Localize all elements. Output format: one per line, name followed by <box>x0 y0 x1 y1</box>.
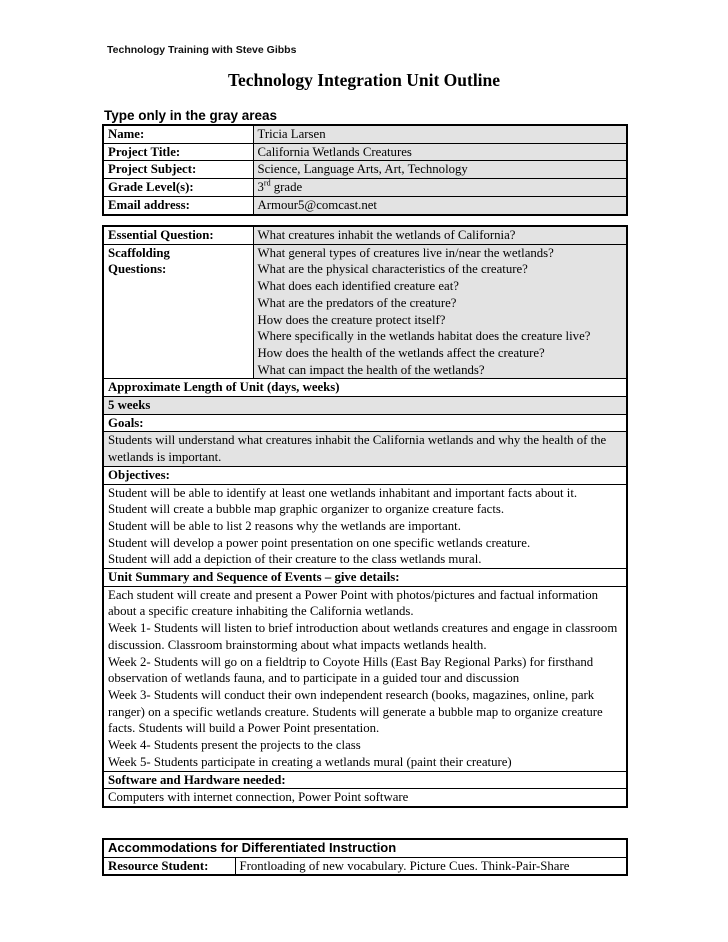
grade-number: 3 <box>257 180 264 195</box>
table-row <box>103 226 627 244</box>
table-row <box>103 857 627 875</box>
table-row <box>103 432 627 466</box>
page-title: Technology Integration Unit Outline <box>227 70 501 90</box>
unit-summary-label: Unit Summary and Sequence of Events – give details: <box>103 569 627 587</box>
table-row <box>103 569 627 587</box>
scaffolding-questions-field[interactable]: What general types of creatures live in/near the wetlands? What are the physical characteristics of the creature? What does each identified creature eat? What are the predators of the creature? How does the creature protect itself? Where specifically in the wetlands habitat does the creature live? How does the health of the wetlands affect the creature? What can impact the health of the wetlands? <box>253 244 627 379</box>
table-row <box>103 125 627 143</box>
objectives-label: Objectives: <box>103 466 627 484</box>
email-field[interactable]: Armour5@comcast.net <box>253 196 627 214</box>
resource-student-field[interactable]: Frontloading of new vocabulary. Picture Cues. Think-Pair-Share <box>235 857 627 875</box>
table-row <box>103 586 627 771</box>
project-title-field[interactable]: California Wetlands Creatures <box>253 143 627 161</box>
info-table <box>102 124 628 216</box>
unit-summary-field[interactable]: Each student will create and present a Power Point with photos/pictures and factual information about a specific creature inhabiting the California wetlands. Week 1- Students will listen to brief introduction about wetlands creatures and engage in classroom discussion. Classroom brainstorming about what impacts wetlands health. Week 2- Students will go on a fieldtrip to Coyote Hills (East Bay Regional Parks) for firsthand observation of wetlands fauna, and to participate in a guided tour and discussion Week 3- Students will conduct their own independent research (books, magazines, online, park ranger) on a specific wetlands creature. Students will generate a bubble map to organize creature facts. Students will build a Power Point presentation. Week 4- Students present the projects to the class Week 5- Students participate in creating a wetlands mural (paint their creature) <box>103 586 627 771</box>
software-hardware-field[interactable]: Computers with internet connection, Power Point software <box>103 789 627 807</box>
software-hardware-label: Software and Hardware needed: <box>103 771 627 789</box>
table-row <box>103 379 627 397</box>
unit-length-field[interactable]: 5 weeks <box>103 397 627 415</box>
grade-level-field[interactable] <box>253 179 627 197</box>
table-row <box>103 771 627 789</box>
grade-level-label: Grade Level(s): <box>103 179 253 197</box>
table-row <box>103 466 627 484</box>
outline-table <box>102 225 628 808</box>
running-head: Technology Training with Steve Gibbs <box>107 44 297 56</box>
email-label: Email address: <box>103 196 253 214</box>
goals-label: Goals: <box>103 414 627 432</box>
goals-field[interactable]: Students will understand what creatures inhabit the California wetlands and why the health of the wetlands is important. <box>103 432 627 466</box>
project-subject-label: Project Subject: <box>103 161 253 179</box>
table-row <box>103 484 627 569</box>
project-title-label: Project Title: <box>103 143 253 161</box>
table-row <box>103 196 627 214</box>
table-row <box>103 143 627 161</box>
name-label: Name: <box>103 125 253 143</box>
table-row <box>103 244 627 379</box>
accommodations-heading: Accommodations for Differentiated Instruction <box>103 839 627 857</box>
accommodations-table <box>102 838 628 876</box>
resource-student-label: Resource Student: <box>103 857 235 875</box>
unit-length-label: Approximate Length of Unit (days, weeks) <box>103 379 627 397</box>
grade-suffix: rd <box>263 178 271 188</box>
instructions: Type only in the gray areas <box>104 108 278 123</box>
name-field[interactable]: Tricia Larsen <box>253 125 627 143</box>
table-row <box>103 179 627 197</box>
essential-question-label: Essential Question: <box>103 226 253 244</box>
objectives-field[interactable]: Student will be able to identify at least one wetlands inhabitant and important facts about it. Student will create a bubble map graphic organizer to organize creature facts. Student will be able to list 2 reasons why the wetlands are important. Student will develop a power point presentation on one specific wetlands creature. Student will add a depiction of their creature to the class wetlands mural. <box>103 484 627 569</box>
table-row <box>103 414 627 432</box>
table-row <box>103 839 627 857</box>
essential-question-field[interactable]: What creatures inhabit the wetlands of California? <box>253 226 627 244</box>
table-row <box>103 789 627 807</box>
grade-word: grade <box>270 180 303 195</box>
table-row <box>103 397 627 415</box>
table-row <box>103 161 627 179</box>
project-subject-field[interactable]: Science, Language Arts, Art, Technology <box>253 161 627 179</box>
scaffolding-questions-label: Scaffolding Questions: <box>103 244 253 379</box>
